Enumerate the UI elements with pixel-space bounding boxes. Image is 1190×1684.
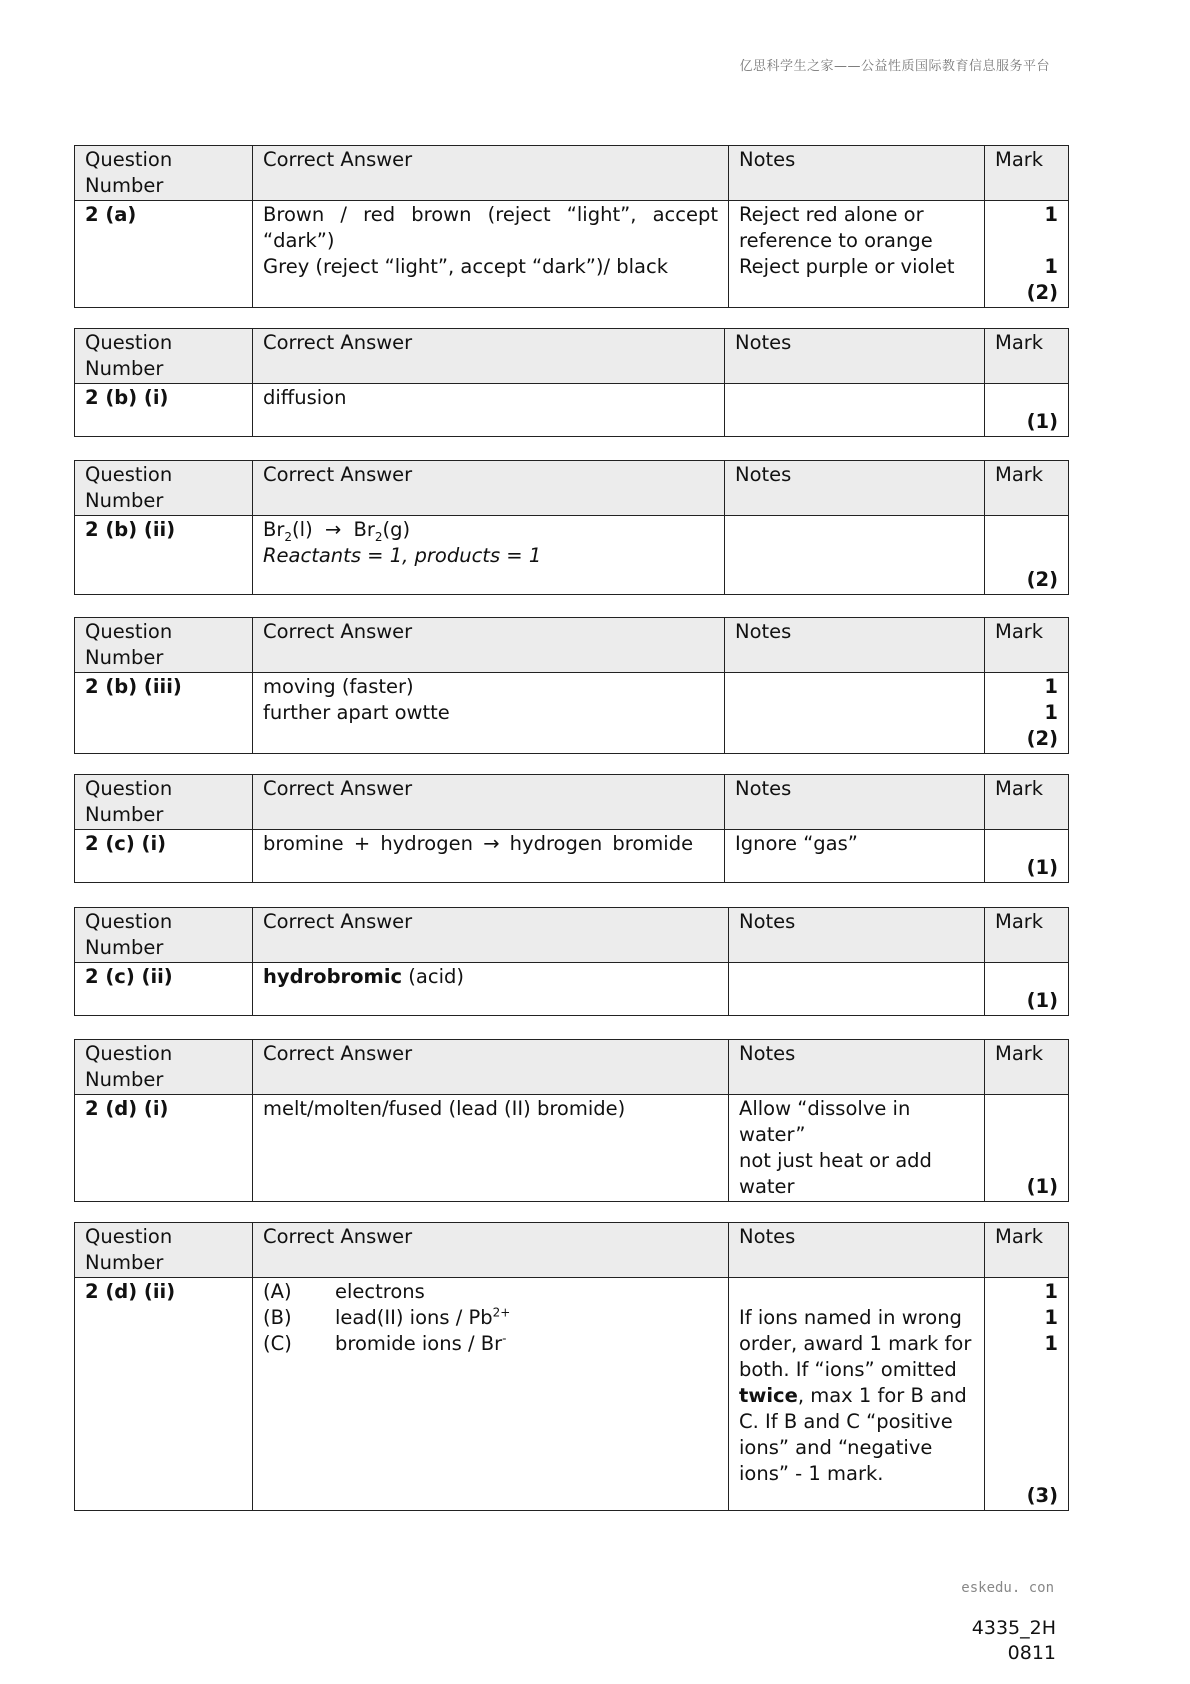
mark-total: (1) (1026, 1175, 1058, 1198)
option-c: (C) bromide ions / Br- (263, 1331, 507, 1355)
mark-cell (985, 1095, 1069, 1202)
mark-table-2ci (74, 774, 1069, 883)
question-number: 2 (b) (iii) (75, 673, 253, 754)
mark-header: Mark (985, 329, 1069, 384)
equation: $Br_2(l) \to Br_2(g)$ (263, 518, 411, 544)
notes-header: Notes (729, 146, 985, 201)
mark-table-2di (74, 1039, 1069, 1202)
mark-table-2biii (74, 617, 1069, 754)
correct-answer-header: Correct Answer (253, 908, 729, 963)
question-number-header: Question Number (75, 908, 253, 963)
notes (729, 963, 985, 1016)
mark-total: (1) (1026, 856, 1058, 879)
correct-answer: melt/molten/fused (lead (II) bromide) (253, 1095, 729, 1202)
notes-header: Notes (729, 908, 985, 963)
notes-header: Notes (729, 1223, 985, 1278)
question-number: 2 (c) (ii) (75, 963, 253, 1016)
notes-header: Notes (729, 1040, 985, 1095)
mark-table-2bi (74, 328, 1069, 437)
correct-answer-header: Correct Answer (253, 329, 725, 384)
notes-header: Notes (725, 461, 985, 516)
mark-table-2a (74, 145, 1069, 308)
correct-answer: $Br_2(l) \to Br_2(g)$ Reactants = 1, products = 1 (253, 516, 725, 595)
mark-table-2dii (74, 1222, 1069, 1511)
question-number: 2 (d) (ii) (75, 1278, 253, 1511)
correct-answer-header: Correct Answer (253, 146, 729, 201)
correct-answer: hydrobromic (acid) (253, 963, 729, 1016)
footer-site-text: eskedu. con (961, 1580, 1054, 1596)
correct-answer-header: Correct Answer (253, 461, 725, 516)
question-number-header: Question Number (75, 146, 253, 201)
question-number: 2 (d) (i) (75, 1095, 253, 1202)
mark-cell (985, 516, 1069, 595)
notes (725, 516, 985, 595)
notes: Ignore “gas” (725, 830, 985, 883)
mark-header: Mark (985, 1040, 1069, 1095)
question-number: 2 (a) (75, 201, 253, 308)
mark-total: (1) (1026, 989, 1058, 1012)
mark-cell: 1 1 (2) (985, 201, 1069, 308)
mark-total: (3) (1026, 1484, 1058, 1507)
mark-total: (2) (1026, 568, 1058, 591)
correct-answer-header: Correct Answer (253, 618, 725, 673)
question-number-header: Question Number (75, 1040, 253, 1095)
mark-total: (2) (1026, 281, 1058, 304)
notes: Allow “dissolve in water” not just heat or add water (729, 1095, 985, 1202)
correct-answer-header: Correct Answer (253, 1040, 729, 1095)
option-b: (B) lead(II) ions / $Pb^{2+}$ (263, 1305, 511, 1329)
mark-table-2bii (74, 460, 1069, 595)
correct-answer-header: Correct Answer (253, 1223, 729, 1278)
correct-answer: bromine + hydrogen → hydrogen bromide (253, 830, 725, 883)
mark-header: Mark (985, 461, 1069, 516)
correct-answer: diffusion (253, 384, 725, 437)
mark-total: (2) (1026, 727, 1058, 750)
mark-cell: 1 1 (2) (985, 673, 1069, 754)
notes (725, 384, 985, 437)
mark-table-2cii (74, 907, 1069, 1016)
question-number-header: Question Number (75, 1223, 253, 1278)
question-number-header: Question Number (75, 329, 253, 384)
correct-answer (253, 1278, 729, 1511)
mark-cell: 1 1 1 (3) (985, 1278, 1069, 1511)
mark-header: Mark (985, 1223, 1069, 1278)
correct-answer: Brown / red brown (reject “light”, accept “dark”) Grey (reject “light”, accept “dark”)/ black (253, 201, 729, 308)
correct-answer: moving (faster) further apart owtte (253, 673, 725, 754)
notes-header: Notes (725, 775, 985, 830)
mark-header: Mark (985, 775, 1069, 830)
mark-cell (985, 963, 1069, 1016)
mark-header: Mark (985, 908, 1069, 963)
question-number-header: Question Number (75, 461, 253, 516)
mark-total: (1) (1026, 410, 1058, 433)
notes-header: Notes (725, 618, 985, 673)
notes: If ions named in wrong order, award 1 mark for both. If “ions” omitted twice, max 1 for B and C. If B and C “positive ions” and “negative ions” - 1 mark. (729, 1278, 985, 1511)
question-number: 2 (c) (i) (75, 830, 253, 883)
question-number-header: Question Number (75, 775, 253, 830)
mark-header: Mark (985, 618, 1069, 673)
notes (725, 673, 985, 754)
header-site-text: 亿思科学生之家——公益性质国际教育信息服务平台 (739, 59, 1050, 74)
mark-cell (985, 384, 1069, 437)
notes-header: Notes (725, 329, 985, 384)
question-number: 2 (b) (i) (75, 384, 253, 437)
question-number-header: Question Number (75, 618, 253, 673)
mark-cell (985, 830, 1069, 883)
mark-header: Mark (985, 146, 1069, 201)
correct-answer-header: Correct Answer (253, 775, 725, 830)
question-number: 2 (b) (ii) (75, 516, 253, 595)
footer-paper-code: 4335_2H 0811 (971, 1617, 1056, 1664)
notes: Reject red alone or reference to orange Reject purple or violet (729, 201, 985, 308)
option-a: (A) electrons (263, 1280, 425, 1303)
arrow-icon: → (324, 518, 342, 541)
